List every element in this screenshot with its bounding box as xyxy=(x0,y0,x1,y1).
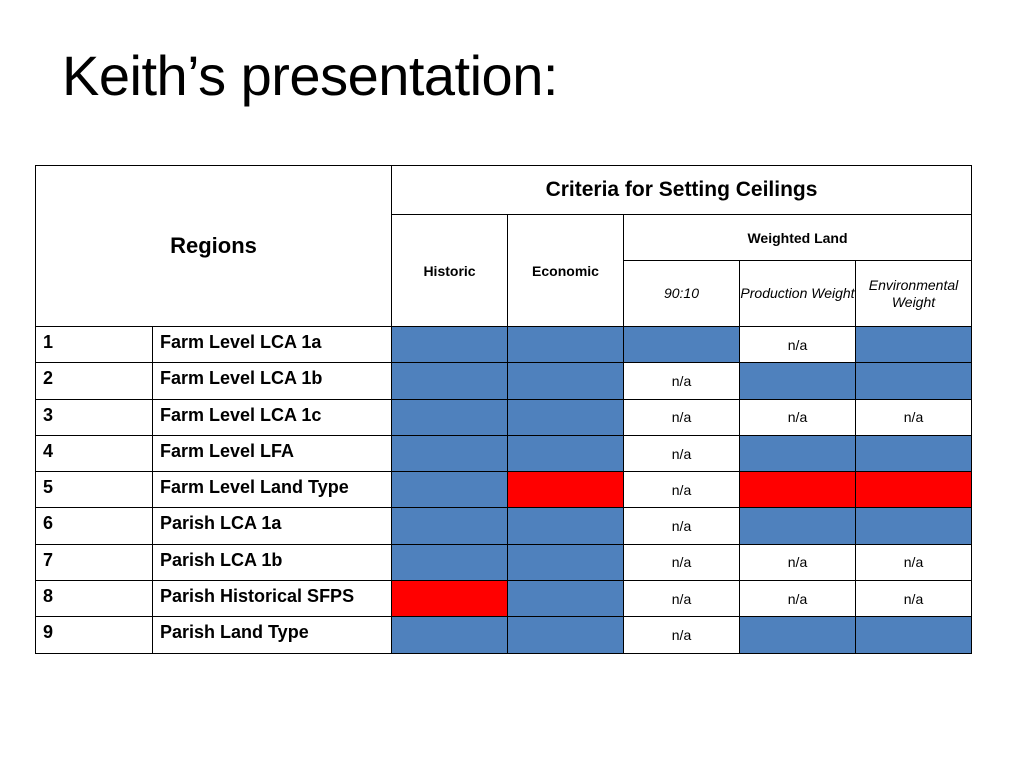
ratio-cell: n/a xyxy=(624,472,740,508)
table-row xyxy=(36,327,972,363)
production-weight-cell xyxy=(740,363,856,399)
environmental-weight-cell xyxy=(856,508,972,544)
historic-cell xyxy=(392,617,508,653)
row-number: 3 xyxy=(36,399,153,435)
row-number: 6 xyxy=(36,508,153,544)
production-weight-cell: n/a xyxy=(740,399,856,435)
table-row xyxy=(36,472,972,508)
region-name: Farm Level Land Type xyxy=(153,472,392,508)
row-number: 8 xyxy=(36,581,153,617)
region-name: Parish LCA 1b xyxy=(153,544,392,580)
table-row xyxy=(36,544,972,580)
table-row xyxy=(36,508,972,544)
ratio-cell: n/a xyxy=(624,581,740,617)
row-number: 7 xyxy=(36,544,153,580)
row-number: 4 xyxy=(36,435,153,471)
production-weight-cell xyxy=(740,617,856,653)
historic-cell xyxy=(392,472,508,508)
production-weight-header: Production Weight xyxy=(740,261,856,327)
table-row xyxy=(36,435,972,471)
production-weight-cell xyxy=(740,435,856,471)
production-weight-cell: n/a xyxy=(740,544,856,580)
historic-cell xyxy=(392,508,508,544)
historic-cell xyxy=(392,363,508,399)
ratio-header: 90:10 xyxy=(624,261,740,327)
historic-cell xyxy=(392,544,508,580)
ratio-cell: n/a xyxy=(624,435,740,471)
table-row xyxy=(36,617,972,653)
environmental-weight-cell xyxy=(856,435,972,471)
historic-cell xyxy=(392,435,508,471)
economic-header: Economic xyxy=(508,215,624,327)
region-name: Farm Level LFA xyxy=(153,435,392,471)
slide-title: Keith’s presentation: xyxy=(62,44,558,107)
regions-header: Regions xyxy=(36,166,392,327)
environmental-weight-cell xyxy=(856,363,972,399)
economic-cell xyxy=(508,363,624,399)
ratio-cell: n/a xyxy=(624,508,740,544)
ratio-cell: n/a xyxy=(624,617,740,653)
region-name: Parish LCA 1a xyxy=(153,508,392,544)
criteria-table xyxy=(35,165,972,654)
environmental-weight-cell xyxy=(856,472,972,508)
region-name: Farm Level LCA 1b xyxy=(153,363,392,399)
economic-cell xyxy=(508,617,624,653)
table-row xyxy=(36,399,972,435)
economic-cell xyxy=(508,435,624,471)
production-weight-cell xyxy=(740,508,856,544)
ratio-cell xyxy=(624,327,740,363)
ratio-cell: n/a xyxy=(624,363,740,399)
environmental-weight-cell: n/a xyxy=(856,544,972,580)
row-number: 9 xyxy=(36,617,153,653)
environmental-weight-cell xyxy=(856,617,972,653)
environmental-weight-cell xyxy=(856,327,972,363)
production-weight-cell xyxy=(740,472,856,508)
ratio-cell: n/a xyxy=(624,399,740,435)
economic-cell xyxy=(508,472,624,508)
production-weight-cell: n/a xyxy=(740,327,856,363)
table-row xyxy=(36,363,972,399)
economic-cell xyxy=(508,327,624,363)
row-number: 1 xyxy=(36,327,153,363)
environmental-weight-cell: n/a xyxy=(856,399,972,435)
row-number: 5 xyxy=(36,472,153,508)
environmental-weight-cell: n/a xyxy=(856,581,972,617)
environmental-weight-header: Environmental Weight xyxy=(856,261,972,327)
table-row xyxy=(36,581,972,617)
historic-header: Historic xyxy=(392,215,508,327)
economic-cell xyxy=(508,508,624,544)
region-name: Farm Level LCA 1c xyxy=(153,399,392,435)
economic-cell xyxy=(508,544,624,580)
historic-cell xyxy=(392,327,508,363)
weighted-land-header: Weighted Land xyxy=(624,215,972,261)
ratio-cell: n/a xyxy=(624,544,740,580)
region-name: Parish Historical SFPS xyxy=(153,581,392,617)
historic-cell xyxy=(392,399,508,435)
region-name: Parish Land Type xyxy=(153,617,392,653)
historic-cell xyxy=(392,581,508,617)
economic-cell xyxy=(508,399,624,435)
production-weight-cell: n/a xyxy=(740,581,856,617)
criteria-header: Criteria for Setting Ceilings xyxy=(392,166,972,215)
row-number: 2 xyxy=(36,363,153,399)
region-name: Farm Level LCA 1a xyxy=(153,327,392,363)
economic-cell xyxy=(508,581,624,617)
